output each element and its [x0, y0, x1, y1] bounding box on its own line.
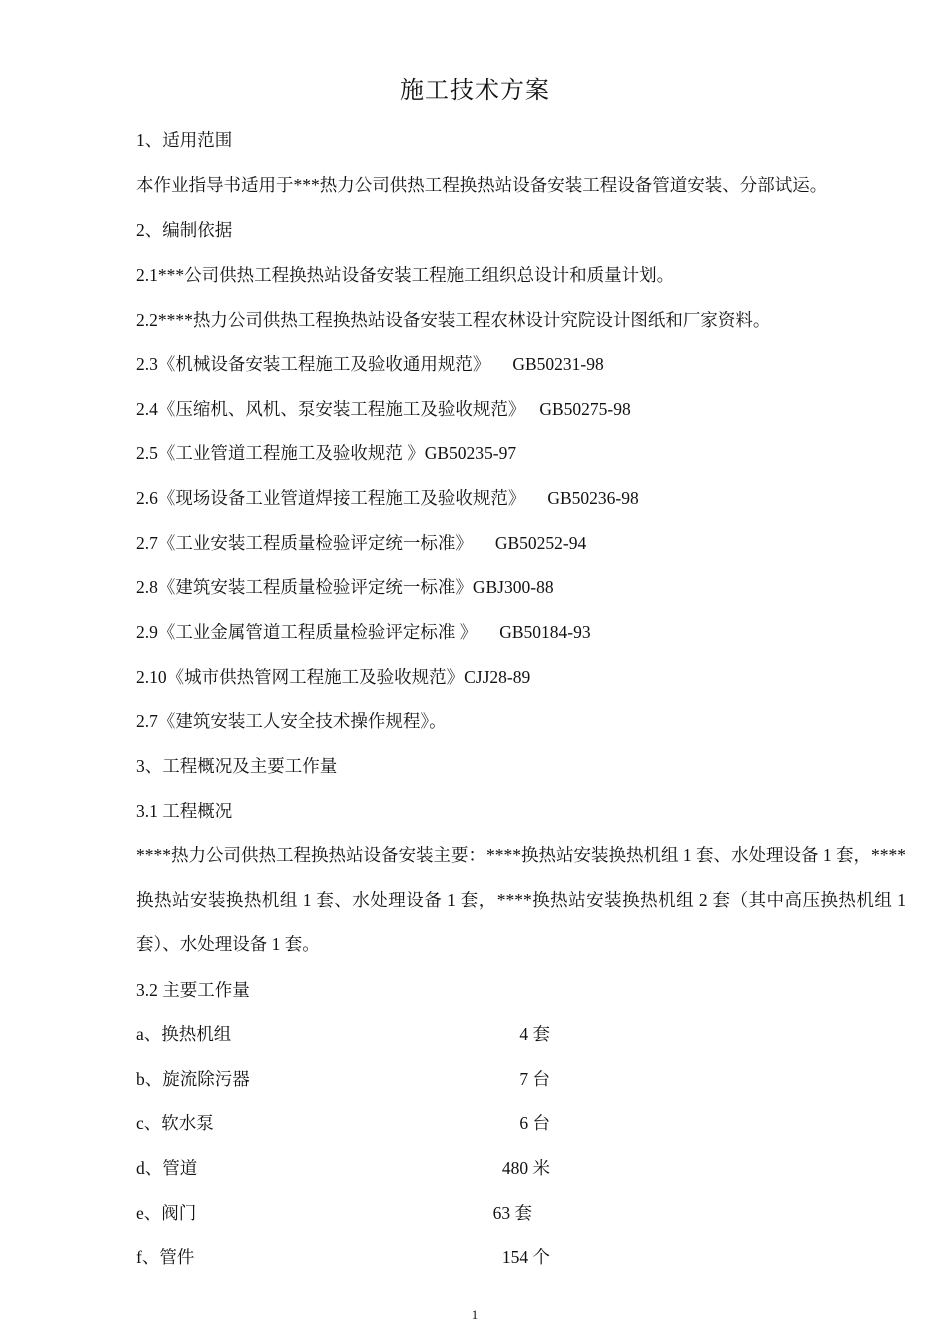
standard-code: GB50275-98	[539, 399, 631, 419]
reference-item: 2.2****热力公司供热工程换热站设备安装工程农林设计究院设计图纸和厂家资料。	[136, 310, 771, 330]
subsection-heading-3-1: 3.1 工程概况	[136, 801, 233, 821]
reference-item: 2.5《工业管道工程施工及验收规范 》GB50235-97	[136, 443, 517, 463]
workload-item: e、阀门	[136, 1203, 197, 1223]
workload-qty: 4 套	[519, 1024, 550, 1044]
scope-text: 本作业指导书适用于***热力公司供热工程换热站设备安装工程设备管道安装、分部试运。	[136, 175, 828, 195]
page-number: 1	[471, 1307, 479, 1322]
workload-item: c、软水泵	[136, 1113, 214, 1133]
workload-item: b、旋流除污器	[136, 1069, 250, 1089]
standard-code: GB50236-98	[547, 488, 639, 508]
reference-item: 2.3《机械设备安装工程施工及验收通用规范》 GB50231-98	[136, 354, 604, 374]
workload-qty: 154 个	[501, 1247, 550, 1267]
section-heading-3: 3、工程概况及主要工作量	[136, 756, 338, 776]
reference-item: 2.7《工业安装工程质量检验评定统一标准》 GB50252-94	[136, 533, 587, 553]
reference-item: 2.1***公司供热工程换热站设备安装工程施工组织总设计和质量计划。	[136, 265, 675, 285]
document-title: 施工技术方案	[400, 78, 550, 104]
reference-item: 2.10《城市供热管网工程施工及验收规范》CJJ28-89	[136, 667, 531, 687]
reference-item: 2.6《现场设备工业管道焊接工程施工及验收规范》 GB50236-98	[136, 488, 639, 508]
reference-item: 2.8《建筑安装工程质量检验评定统一标准》GBJ300-88	[136, 577, 554, 597]
standard-code: GB50252-94	[494, 533, 587, 553]
overview-paragraph: ****热力公司供热工程换热站设备安装主要：****换热站安装换热机组 1 套、水处理设备 1 套，****换热站安装换热机组 1 套、水处理设备 1 套，****换热站安装换热机组 2 套（其中高压换热机组 1 套）、水处理设备 1 套。	[136, 845, 906, 954]
workload-qty: 480 米	[501, 1158, 550, 1178]
workload-item: a、换热机组	[136, 1024, 232, 1044]
workload-qty: 7 台	[519, 1069, 550, 1089]
reference-item: 2.9《工业金属管道工程质量检验评定标准 》 GB50184-93	[136, 622, 591, 642]
section-heading-2: 2、编制依据	[136, 220, 233, 240]
standard-code: GB50231-98	[512, 354, 604, 374]
reference-item: 2.7《建筑安装工人安全技术操作规程》。	[136, 711, 447, 731]
workload-qty: 6 台	[519, 1113, 550, 1133]
workload-qty: 63 套	[492, 1203, 532, 1223]
subsection-heading-3-2: 3.2 主要工作量	[136, 980, 250, 1000]
workload-item: d、管道	[136, 1158, 198, 1178]
workload-item: f、管件	[136, 1247, 195, 1267]
reference-item: 2.4《压缩机、风机、泵安装工程施工及验收规范》 GB50275-98	[136, 399, 631, 419]
standard-code: GB50184-93	[499, 622, 591, 642]
section-heading-1: 1、适用范围	[136, 130, 233, 150]
